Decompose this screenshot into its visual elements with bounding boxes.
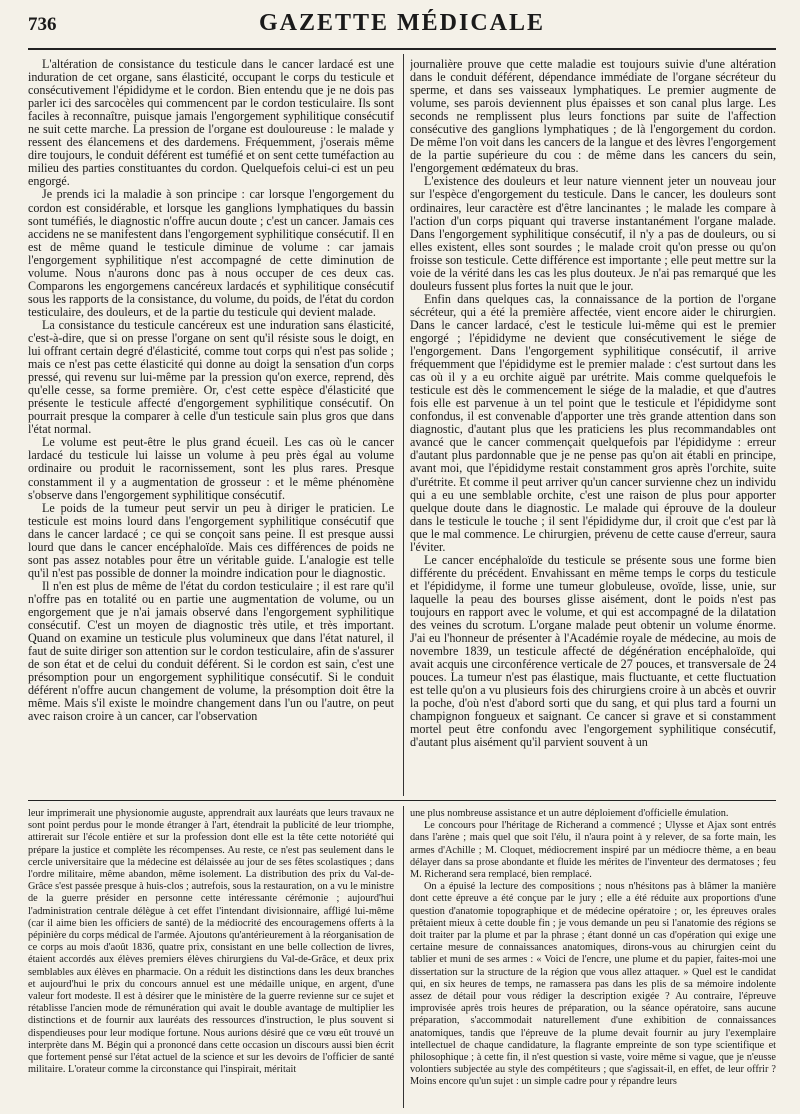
paragraph: journalière prouve que cette maladie est toujours suivie d'une altération dans le conduit déférent, dépendance immédiate de l'organe sécréteur du sperme, et dans ses vaisseaux lymphatiques. Le premier augmente de volume, ses parois deviennent plus épaisses et son canal plus large. Les seconds ne remplissent plus leurs fonctions par suite de l'affection consécutive des ganglions lymphatiques ; de là l'engorgement du cordon. De même l'on voit dans les cancers de la langue et des lèvres l'engorgement de la partie supérieure du cou : de même dans les cancers du sein, l'engorgement œdémateux du bras. — [410, 58, 776, 176]
page-number: 736 — [28, 14, 57, 35]
page-header — [28, 10, 776, 40]
header-rule — [28, 48, 776, 50]
paragraph: Le cancer encéphaloïde du testicule se présente sous une forme bien différente du précédent. Envahissant en même temps le corps du testicule et l'épididyme, il forme une tumeur globuleuse, ovoïde, lisse, unie, sur laquelle la peau des bourses glisse aisément, dont le poids n'est pas toujours en rapport avec le volume, et qui est accompagné de la dilatation des veines du scrotum. L'organe malade peut obtenir un volume énorme. J'ai eu l'honneur de présenter à l'Académie royale de médecine, au mois de novembre 1839, un testicule affecté de dégénération encéphaloïde, qui avait acquis une circonférence verticale de 27 pouces, et transversale de 24 pouces. La tumeur n'est pas élastique, mais fluctuante, et cette fluctuation est telle qu'on a vu plusieurs fois des chirurgiens croire à un abcès et ouvrir la poche, d'où n'est d'abord sorti que du sang, et qui plus tard a fourni un champignon fongueux et saignant. Ce cancer si grave et si constamment mortel peut être confondu avec l'engorgement syphilitique consécutif, d'autant plus aisément qu'il parvient souvent à un — [410, 552, 776, 750]
paragraph: Il n'en est plus de même de l'état du cordon testiculaire ; il est rare qu'il n'offre pas en totalité ou en partie une augmentation de volume, ou un engorgement que je n'ai jamais observé dans l'engorgement syphilitique consécutif. C'est un moyen de diagnostic très utile, et très important. Quand on examine un testicule plus volumineux que dans l'état naturel, il faut de suite diriger son attention sur le cordon testiculaire, afin de s'assurer de son état et de celui du conduit déférent. Si le cordon est sain, c'est une présomption pour un engorgement syphilitique consécutif. Si le conduit déférent n'offre aucun changement de volume, la présomption doit être la même. Mais s'il existe le moindre changement dans l'un ou l'autre, on peut avec raison croire à un cancer, car l'observation — [28, 578, 394, 724]
paragraph: La consistance du testicule cancéreux est une induration sans élasticité, c'est-à-dire, que si on presse l'organe on sent qu'il résiste sous le doigt, en lui offrant certain degré d'élasticité, comme tout corps qui n'est pas solide ; mais ce n'est pas cette élasticité qui donne au doigt la sensation d'un corps pressé, qui revenu sur lui-même par la pression qu'on exerce, reprend, dès qu'elle cesse, sa forme première. Or, c'est cette espèce d'élasticité que présente le testicule affecté d'engorgement syphilitique consécutif. On pourrait presque la comparer à celle d'un testicule sain plus gros que dans l'état normal. — [28, 317, 394, 437]
paragraph: L'existence des douleurs et leur nature viennent jeter un nouveau jour sur l'espèce d'engorgement du testicule. Dans le cancer, les douleurs sont ordinaires, leur caractère est d'être lancinantes ; le malade les compare à l'action d'un corps piquant qui traverse instantanément l'organe malade. Dans l'engorgement syphilitique consécutif, il n'y a pas de douleurs, ou si elles existent, elles sont sourdes ; le malade croit qu'on presse ou qu'on froisse son testicule. Cette différence est importante ; elle peut mettre sur la voie de la vérité dans les cas les plus douteux. Je n'ai pas remarqué que les douleurs fussent plus fortes la nuit que le jour. — [410, 174, 776, 293]
paragraph: Le concours pour l'héritage de Richerand a commencé ; Ulysse et Ajax sont entrés dans l'arène ; mais quel que soit l'élu, il n'aura point à y relever, de sa forte main, les armes d'Achille ; M. Cloquet, médiocrement inspiré par un médiocre thème, a en beau délayer dans sa prose abondante et fluide les mérites de l'inventeur des dermatoses ; feu M. Richerand sera remplacé, bien remplacé. — [410, 820, 776, 881]
paragraph: Le volume est peut-être le plus grand écueil. Les cas où le cancer lardacé du testicule lui laisse un volume à peu près égal au volume ordinaire ou produit le racornissement, sont les plus rares. Presque constamment il y a augmentation de grosseur : et le même phénomène s'observe dans l'engorgement syphilitique consécutif. — [28, 435, 394, 502]
page-title: GAZETTE MÉDICALE — [258, 10, 546, 36]
paragraph: Enfin dans quelques cas, la connaissance de la portion de l'organe sécréteur, qui a été la première affectée, vient encore aider le chirurgien. Dans le cancer lardacé, c'est le testicule lui-même qui est le premier engorgé ; l'épididyme ne devient que consécutivement le siége de l'engorgement. Dans l'engorgement syphilitique consécutif, il arrive fréquemment que l'épididyme est le premier malade : c'est surtout dans les cas où il y a eu orchite aiguë par urétrite. Mais comme quelquefois le testicule est dès le commencement le siége de la maladie, et que d'autres fois elle est parvenue à un tel point que le testicule et l'épididyme sont confondus, il est convenable d'apporter une très grande attention dans son diagnostic, d'autant plus que les praticiens les plus recommandables ont avancé que le cancer commençait quelquefois par l'épididyme : erreur d'autant plus pardonnable que je ne pense pas qu'on ait établi en principe, avant moi, que l'épididyme restait constamment gros après l'orchite, suite d'urétrite. Et comme il peut arriver qu'un cancer survienne chez un individu qui a eu une semblable orchite, c'est une raison de plus pour apporter quelque doute dans le diagnostic. Le malade qui éprouve de la douleur dans le testicule le touche ; il sent l'épididyme dur, il croit que c'est par là que le mal commence. Le chirurgien, prévenu de cette cause d'erreur, saura l'éviter. — [410, 291, 776, 554]
column-divider-lower — [403, 806, 404, 1108]
feuilleton-column-left — [28, 808, 394, 1108]
paragraph: On a épuisé la lecture des compositions ; nous n'hésitons pas à blâmer la manière dont cette épreuve a été conçue par le jury ; elle a été réduite aux proportions d'une question d'anatomie topographique et de médecine opératoire ; or, les épreuves orales prêtaient mieux à cette double fin ; je vous demande un peu si l'anatomie des régions se doit traiter par la plume et par la phrase ; étant donné un cas d'opération qui exige une certaine mesure de connaissances anatomiques, dirons-vous au chirurgien ceint du tablier et muni de ses armes : « Voici de l'encre, une plume et du papier, faites-moi une dissertation sur la structure de la région que vous allez attaquer. » Quel est le candidat qui, en six heures de temps, ne ramassera pas dans les plis de sa mémoire indolente assez de détail pour vous rédiger la description exigée ? Au contraire, l'épreuve improvisée après trois heures de préparation, ou la séance opératoire, sans aucune préparation, s'accommodait naturellement d'une exhibition de connaissances anatomiques, tandis que l'épreuve de la plume devait fournir au jury l'exemplaire intellectuel de chaque candidature, la flagrante empreinte de son type scientifique et philosophique ; à cette fin, il n'est question si vaste, voire même si vague, que je n'eusse volontiers subjectée au style des compétiteurs ; que s'agissait-il, en effet, de leur offrir ? Moins encore qu'un sujet : un simple cadre pour y répandre leurs — [410, 881, 776, 1088]
paragraph: Je prends ici la maladie à son principe : car lorsque l'engorgement du cordon est considérable, et lorsque les ganglions lymphatiques du bassin sont tuméfiés, le diagnostic n'offre aucun doute ; c'est un cancer. Jamais ces accidens ne se manifestent dans l'engorgement syphilitique consécutif. Il en est de même quand le testicule diminue de volume : car jamais l'engorgement syphilitique n'est accompagné de cette diminution de volume. Nous n'aurons donc pas à nous occuper de ces deux cas. Comparons les engorgemens cancéreux lardacés et syphilitique consécutif sous les rapports de la consistance, du volume, du poids, de l'état du cordon testiculaire, des douleurs, et de la partie du testicule qui devient malade. — [28, 187, 394, 319]
paragraph: leur imprimerait une physionomie auguste, apprendrait aux lauréats que leurs travaux ne sont point perdus pour le monde étranger à l'art, étendrait la publicité de leur triomphe, attirerait sur l'école entière et sur la profession dont elle est la tête cette notoriété qui prépare la justice et complète les récompenses. Au reste, ce n'est pas seulement dans le cercle universitaire que la médecine est délaissée au jour de ses fêtes scolastiques ; dans l'ordre militaire, même abandon, même isolement. La distribution des prix du Val-de-Grâce s'est passée presque à huis-clos ; autrefois, sous la restauration, on a vu le ministre de la guerre présider en personne cette intéressante cérémonie ; aujourd'hui l'administration centrale délègue à cet effet l'intendant divisionnaire, affligé lui-même (car il aime bien les officiers de santé) de la médiocrité des encouragemens offerts à la pépinière du corps médical de l'armée. Ajoutons qu'antérieurement à la réorganisation de ce corps au mois d'août 1836, quatre prix, consistant en une belle collection de livres, étaient accordés aux élèves premiers élèves chirurgiens du Val-de-Grâce, et deux prix semblables aux élèves en pharmacie. On a réduit les distinctions dans les deux branches et aujourd'hui le prix du concours annuel est une médaille unique, en argent, d'une valeur fort modeste. Il est à désirer que le ministère de la guerre revienne sur ce sujet et rétablisse l'ancien mode de rémunération qui avait le double avantage de multiplier les distinctions et de fournir aux lauréats des ressources d'instruction, le plus souvent si dispendieuses pour leur modique fortune. Nous aurions désiré que ce vœu eût trouvé un interprète dans M. Bégin qui a prononcé dans cette occasion un discours aussi bien écrit que fortement pensé sur l'état actuel de la science et sur les devoirs de l'officier de santé militaire. L'orateur comme la circonstance qui l'inspirait, méritait — [28, 808, 394, 1076]
article-column-upper-right — [410, 58, 776, 794]
feuilleton-column-right — [410, 808, 776, 1108]
section-separator-rule — [28, 800, 776, 801]
article-column-upper-left — [28, 58, 394, 794]
paragraph: L'altération de consistance du testicule dans le cancer lardacé est une induration de cet organe, sans élasticité, occupant le corps du testicule et consécutivement l'épididyme et le cordon. Bien entendu que je ne dois pas parler ici des sarcocèles qui commencent par le cordon testiculaire. Ils sont faciles à reconnaître, puisque jamais l'engorgement syphilitique consécutif ne suit cette marche. La pression de l'organe est douloureuse : le malade y ressent des élancemens et des dardemens. Fréquemment, j'oserais même dire toujours, le conduit déférent est tuméfié et on sent cette tuméfaction au milieu des parties constituantes du cordon. Quelquefois celui-ci est un peu engorgé. — [28, 58, 394, 189]
paragraph: Le poids de la tumeur peut servir un peu à diriger le praticien. Le testicule est moins lourd dans l'engorgement syphilitique consécutif que dans le cancer lardacé ; ce qui se conçoit sans peine. Il est presque aussi lourd que dans le cancer encéphaloïde. Mais ces différences de poids ne sont pas assez notables pour être un véritable guide. L'analogie est telle qu'il n'est pas possible de donner la moindre indication pour le diagnostic. — [28, 500, 394, 580]
column-divider-upper — [403, 54, 404, 796]
paragraph: une plus nombreuse assistance et un autre déploiement d'officielle émulation. — [410, 808, 729, 819]
